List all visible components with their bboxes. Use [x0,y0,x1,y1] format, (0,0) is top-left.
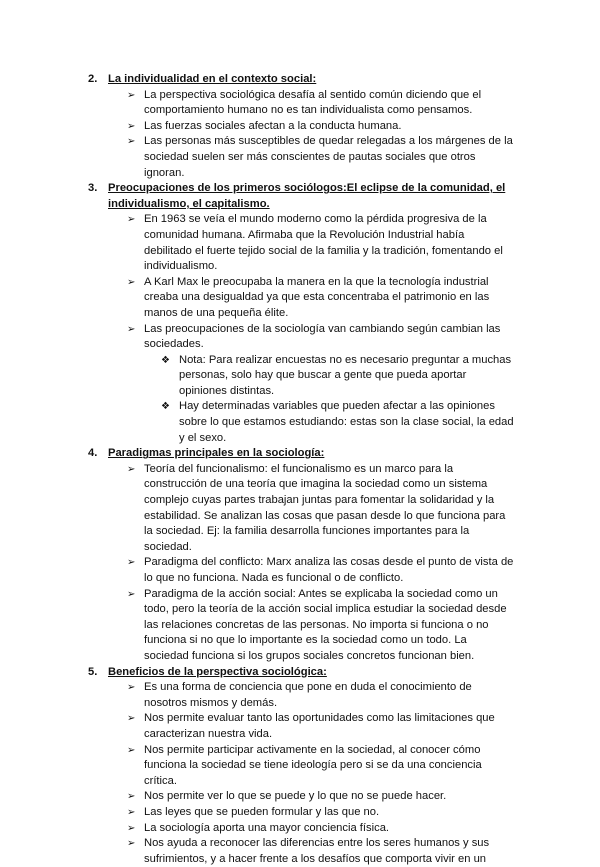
list-item [108,743,514,790]
section-title: La individualidad en el contexto social: [108,73,317,85]
list-item-text: Las leyes que se pueden formular y las que no. [144,805,380,818]
arrow-bullet-icon: ➢ [127,463,136,475]
list-item [108,680,514,711]
list-item [108,88,514,119]
list-item-text: Las preocupaciones de la sociología van cambiando según cambian las sociedades. [144,322,501,351]
arrow-bullet-icon: ➢ [127,323,136,335]
bullet-list [108,212,514,446]
arrow-bullet-icon: ➢ [127,136,136,148]
section-3 [0,181,600,446]
list-item-text: Teoría del funcionalismo: el funcionalismo es un marco para la construcción de una teoría que imagina la sociedad como un sistema complejo cuyas partes trabajan juntas para fomentar la solidaridad y la estabilidad. Se analizan las cosas que pasan desde lo que funciona para la sociedad. Ej: la familia desarrolla funciones importantes para la sociedad. [144,462,506,553]
section-title: Beneficios de la perspectiva sociológica: [108,665,327,678]
list-item-text: Nos permite ver lo que se puede y lo que no se puede hacer. [144,790,447,803]
list-item [108,711,514,742]
list-item [108,462,514,556]
list-item [108,789,514,805]
list-item-text: Es una forma de conciencia que pone en duda el conocimiento de nosotros mismos y demás. [144,681,472,709]
arrow-bullet-icon: ➢ [127,89,136,101]
list-item [108,275,514,322]
section-number: 5. [88,665,98,678]
arrow-bullet-icon: ➢ [127,838,136,850]
sub-list-item [144,353,514,400]
diamond-bullet-icon: ❖ [161,401,170,413]
bullet-list [108,88,514,182]
section-4 [0,446,600,664]
list-item-text: Nos permite evaluar tanto las oportunidades como las limitaciones que caracterizan nuestra vida. [144,712,495,740]
arrow-bullet-icon: ➢ [127,744,136,756]
list-item [108,212,514,274]
list-item-text: Paradigma del conflicto: Marx analiza las cosas desde el punto de vista de lo que no funciona. Nada es funcional o de conflicto. [144,556,514,584]
bullet-list [108,680,514,867]
sub-list-item-text: Nota: Para realizar encuestas no es necesario preguntar a muchas personas, solo hay que buscar a gente que pueda aportar opiniones distintas. [179,353,512,397]
section-2 [0,72,600,181]
list-item [108,322,514,447]
section-number: 2. [88,73,98,85]
sub-list-item-text: Hay determinadas variables que pueden afectar a las opiniones sobre lo que estamos estudiando: estas son la clase social, la edad y el sexo. [179,400,514,444]
section-title: Preocupaciones de los primeros sociólogos:El eclipse de la comunidad, el individualismo, el capitalismo. [108,182,506,210]
list-item-text: Las fuerzas sociales afectan a la conducta humana. [144,119,402,132]
arrow-bullet-icon: ➢ [127,588,136,600]
arrow-bullet-icon: ➢ [127,276,136,288]
sub-bullet-list [144,353,514,447]
list-item-text: Las personas más susceptibles de quedar relegadas a los márgenes de la sociedad suelen ser más conscientes de pautas sociales que otros ignoran. [144,135,513,179]
list-item-text: Nos ayuda a reconocer las diferencias entre los seres humanos y sus sufrimientos, y a hacer frente a los desafíos que comporta vivir en un [144,837,490,865]
list-item [108,587,514,665]
arrow-bullet-icon: ➢ [127,214,136,226]
sub-list-item [144,399,514,446]
list-item [108,119,514,135]
arrow-bullet-icon: ➢ [127,791,136,803]
list-item [108,836,514,867]
arrow-bullet-icon: ➢ [127,557,136,569]
list-item-text: A Karl Max le preocupaba la manera en la que la tecnología industrial creaba una desigualdad ya que esta concentraba el patrimonio en las manos de una pequeña élite. [144,275,490,319]
list-item-text: La sociología aporta una mayor conciencia física. [144,821,390,834]
list-item-text: En 1963 se veía el mundo moderno como la pérdida progresiva de la comunidad humana. Afirmaba que la Revolución Industrial había debilitado el fuerte tejido social de la familia y la tradición, fomentando el individualismo. [144,213,503,273]
arrow-bullet-icon: ➢ [127,822,136,834]
diamond-bullet-icon: ❖ [161,354,170,366]
arrow-bullet-icon: ➢ [127,713,136,725]
list-item [108,821,514,837]
bullet-list [108,462,514,665]
section-number: 3. [88,182,98,195]
section-5 [0,665,600,867]
arrow-bullet-icon: ➢ [127,120,136,132]
list-item [108,805,514,821]
section-title: Paradigmas principales en la sociología: [108,447,325,460]
section-number: 4. [88,447,98,460]
list-item-text: Nos permite participar activamente en la sociedad, al conocer cómo funciona la sociedad se tiene ideología pero si se da una conciencia crítica. [144,743,482,787]
list-item-text: La perspectiva sociológica desafía al sentido común diciendo que el comportamiento humano no es tan individualista como pensamos. [144,88,482,117]
list-item-text: Paradigma de la acción social: Antes se explicaba la sociedad como un todo, pero la teoría de la acción social implica estudiar la sociedad desde las relaciones concretas de las personas. No importa si funciona o no funciona si no que lo importante es la sociedad como un todo. La sociedad funciona si los grupos sociales concretos funcionan bien. [144,587,507,662]
list-item [108,555,514,586]
arrow-bullet-icon: ➢ [127,682,136,694]
document-page [0,72,600,867]
arrow-bullet-icon: ➢ [127,806,136,818]
list-item [108,134,514,181]
